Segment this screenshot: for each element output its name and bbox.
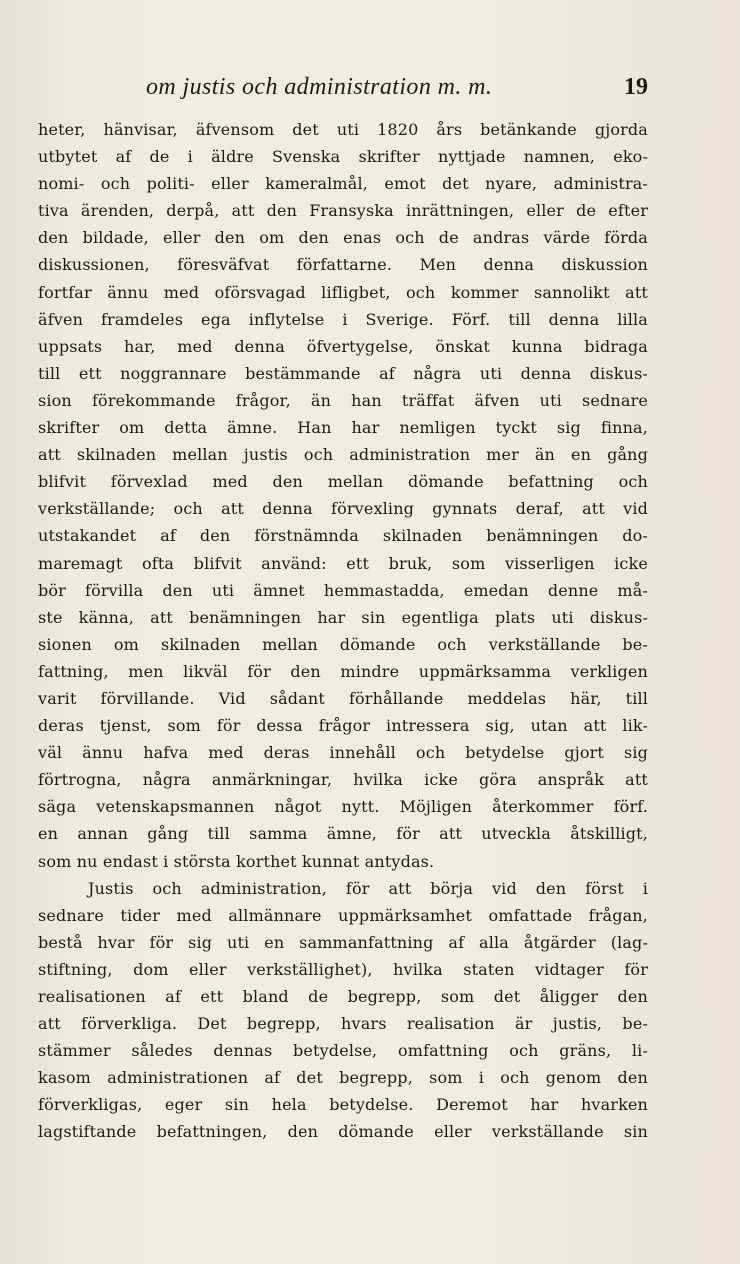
text-line: lagstiftande befattningen, den dömande eller verkställande sin xyxy=(38,1122,648,1142)
text-line: väl ännu hafva med deras innehåll och betydelse gjort sig xyxy=(38,743,648,763)
text-line: realisationen af ett bland de begrepp, som det åligger den xyxy=(38,987,648,1006)
text-line: blifvit förvexlad med den mellan dömande befattning och xyxy=(38,472,648,492)
text-line: varit förvillande. Vid sådant förhållande meddelas här, till xyxy=(38,688,648,708)
text-line: till ett noggrannare bestämmande af några uti denna diskus- xyxy=(38,363,648,383)
text-line: att förverkliga. Det begrepp, hvars realisation är justis, be- xyxy=(38,1014,648,1034)
text-line: fattning, men likväl för den mindre uppmärksamma verkligen xyxy=(38,661,648,681)
text-line: sednare tider med allmännare uppmärksamhet omfattade frågan, xyxy=(38,905,648,925)
text-line: en annan gång till samma ämne, för att utveckla åtskilligt, xyxy=(38,824,648,844)
text-line: den bildade, eller den om den enas och de andras värde förda xyxy=(38,228,648,248)
text-line: att skilnaden mellan justis och administration mer än en gång xyxy=(38,445,648,465)
text-line: äfven framdeles ega inflytelse i Sverige. Förf. till denna lilla xyxy=(38,309,648,329)
text-line: fortfar ännu med oförsvagad lifligbet, och kommer sannolikt att xyxy=(38,282,648,302)
text-line: Justis och administration, för att börja vid den först i xyxy=(88,878,648,898)
text-line: sion förekommande frågor, än han träffat äfven uti sednare xyxy=(38,390,648,410)
text-line: förtrogna, några anmärkningar, hvilka icke göra anspråk att xyxy=(38,770,648,790)
text-line: stämmer således dennas betydelse, omfattning och gräns, li- xyxy=(38,1041,648,1061)
text-line: heter, hänvisar, äfvensom det uti 1820 års betänkande gjorda xyxy=(38,120,648,139)
text-line: stiftning, dom eller verkställighet), hvilka staten vidtager för xyxy=(38,959,648,979)
text-line: maremagt ofta blifvit använd: ett bruk, som visserligen icke xyxy=(38,553,648,573)
text-line: diskussionen, föresväfvat författarne. Men denna diskussion xyxy=(38,255,648,275)
page-header xyxy=(38,74,648,106)
text-line: ste känna, att benämningen har sin egentliga plats uti diskus- xyxy=(38,607,648,627)
text-line: bestå hvar för sig uti en sammanfattning af alla åtgärder (lag- xyxy=(38,932,648,952)
text-line: tiva ärenden, derpå, att den Fransyska inrättningen, eller de efter xyxy=(38,201,648,221)
text-line: utbytet af de i äldre Svenska skrifter nyttjade namnen, eko- xyxy=(38,147,648,167)
text-line: uppsats har, med denna öfvertygelse, önskat kunna bidraga xyxy=(38,336,648,356)
page-number: 19 xyxy=(624,74,648,100)
text-line: som nu endast i största korthet kunnat antydas. xyxy=(38,851,435,871)
text-line: säga vetenskapsmannen något nytt. Möjligen återkommer förf. xyxy=(38,797,648,817)
body-text xyxy=(38,116,648,1146)
text-line: kasom administrationen af det begrepp, som i och genom den xyxy=(38,1068,648,1088)
text-line: skrifter om detta ämne. Han har nemligen tyckt sig finna, xyxy=(38,418,648,438)
text-line: utstakandet af den förstnämnda skilnaden benämningen do- xyxy=(38,526,648,546)
running-title: om justis och administration m. m. xyxy=(146,74,493,100)
text-line: sionen om skilnaden mellan dömande och verkställande be- xyxy=(38,634,648,654)
text-line: deras tjenst, som för dessa frågor intressera sig, utan att lik- xyxy=(38,716,648,736)
text-line: nomi- och politi- eller kameralmål, emot det nyare, administra- xyxy=(38,174,648,194)
text-line: förverkligas, eger sin hela betydelse. Deremot har hvarken xyxy=(38,1095,648,1115)
text-line: verkställande; och att denna förvexling gynnats deraf, att vid xyxy=(38,499,648,519)
text-line: bör förvilla den uti ämnet hemmastadda, emedan denne må- xyxy=(38,580,648,600)
